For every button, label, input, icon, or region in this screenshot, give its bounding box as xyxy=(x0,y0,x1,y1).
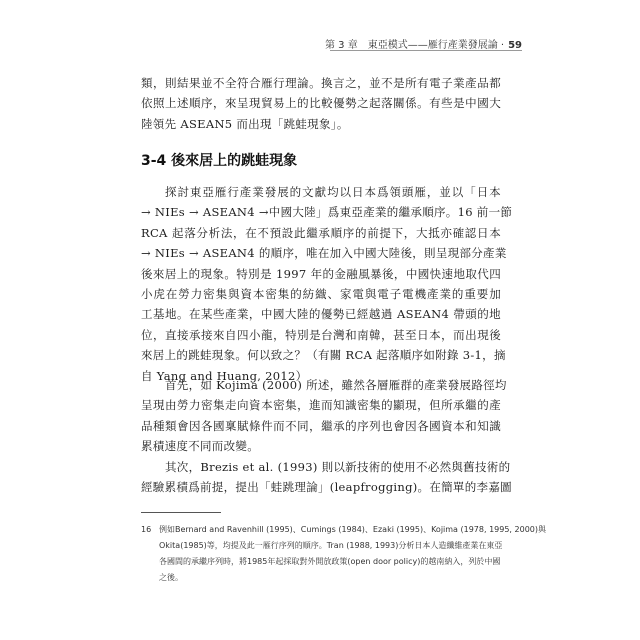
paragraph-kojima xyxy=(141,375,507,457)
page-number: 59 xyxy=(508,40,522,51)
text-line: → NIEs → ASEAN4 →中國大陸」爲東亞產業的繼承順序。16 前一節 xyxy=(141,205,513,220)
text-line: 經驗累積爲前提，提出「蛙跳理論」(leapfrogging)。在簡單的李嘉圖 xyxy=(141,480,512,495)
text-line: → NIEs → ASEAN4 的順序，唯在加入中國大陸後，則呈現部分產業 xyxy=(141,246,507,261)
text-line: 來居上的跳蛙現象。何以致之？（有關 RCA 起落順序如附錄 3-1，摘 xyxy=(141,348,506,363)
section-heading: 3-4 後來居上的跳蛙現象 xyxy=(141,153,298,169)
text-line: 探討東亞雁行產業發展的文獻均以日本爲領頭雁，並以「日本 xyxy=(165,185,501,199)
text-line: 後來居上的現象。特別是 1997 年的金融風暴後，中國快速地取代四 xyxy=(141,266,501,281)
header-rule xyxy=(330,50,522,51)
text-line: 呈現由勞力密集走向資本密集，進而知識密集的顯現，但所承繼的產 xyxy=(141,398,501,413)
footnote-line: 之後。 xyxy=(159,573,183,582)
paragraph-brezis xyxy=(141,457,512,498)
text-line: 品種類會因各國稟賦條件而不同，繼承的序列也會因各國資本和知識 xyxy=(141,418,501,433)
footnote-rule xyxy=(141,512,221,513)
paragraph-continued xyxy=(141,73,501,134)
footnote-line: 各國間的承繼序列時，將1985年起採取對外開放政策(open door policy)的越南納入，列於中國 xyxy=(159,557,501,566)
text-line: RCA 起落分析法，在不預設此繼承順序的前提下，大抵亦確認日本 xyxy=(141,225,501,240)
running-head-title: 第 3 章 東亞模式——雁行產業發展論 ‧ xyxy=(325,40,505,51)
text-line: 位，直接承接來自四小龍，特別是台灣和南韓，甚至日本，而出現後 xyxy=(141,327,501,342)
text-line: 小虎在勞力密集與資本密集的紡織、家電與電子電機產業的重要加 xyxy=(141,287,501,302)
paragraph-intro xyxy=(141,182,513,386)
footnote-number: 16 xyxy=(141,525,152,534)
text-line: 累積速度不同而改變。 xyxy=(141,439,259,454)
text-line: 類，則結果並不全符合雁行理論。換言之，並不是所有電子業產品都 xyxy=(141,76,501,90)
footnote xyxy=(141,522,546,586)
text-line: 其次，Brezis et al. (1993) 則以新技術的使用不必然與舊技術的 xyxy=(165,460,511,474)
text-line: 工基地。在某些產業，中國大陸的優勢已經越過 ASEAN4 帶頭的地 xyxy=(141,307,501,322)
text-line: 首先，如 Kojima (2000) 所述，雖然各層雁群的產業發展路徑均 xyxy=(165,378,507,392)
footnote-line: Okita(1985)等，均提及此一雁行序列的順序。Tran (1988, 1993)分析日本人造纖維產業在東亞 xyxy=(159,541,503,550)
footnote-line: 例如Bernard and Ravenhill (1995)、Cumings (1984)、Ezaki (1995)、Kojima (1978, 1995, 2000)與 xyxy=(159,525,546,534)
running-head xyxy=(325,36,522,51)
text-line: 陸領先 ASEAN5 而出現「跳蛙現象」。 xyxy=(141,116,349,131)
text-line: 自 Yang and Huang, 2012） xyxy=(141,368,308,383)
text-line: 依照上述順序，來呈現貿易上的比較優勢之起落關係。有些是中國大 xyxy=(141,96,501,111)
